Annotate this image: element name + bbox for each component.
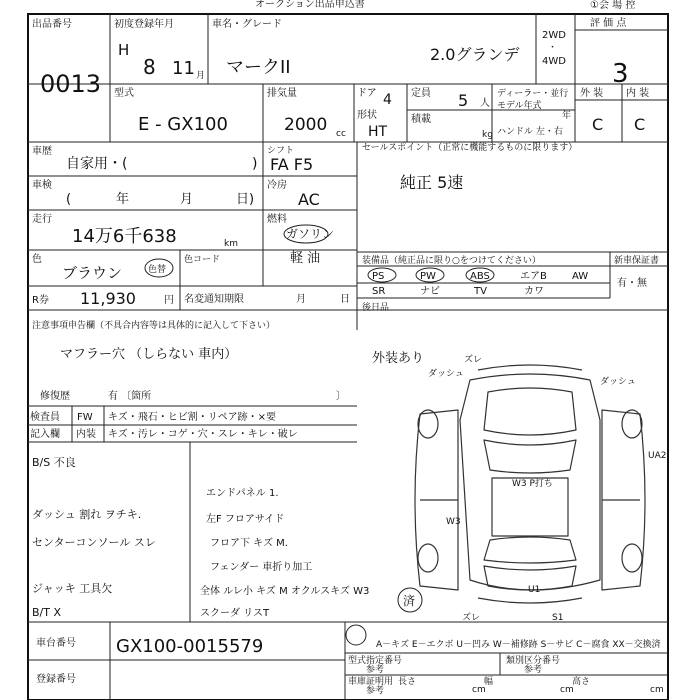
inspection-label: 車検 (32, 180, 52, 191)
doors-label: ドア (357, 88, 377, 99)
length-label: 長さ (398, 677, 417, 687)
eval-score: 3 (612, 59, 629, 89)
mileage-label: 走行 (32, 214, 52, 225)
ac-value: AC (298, 190, 320, 209)
inspector-note: ジャッキ 工具欠 (32, 582, 113, 595)
model-value: E - GX100 (138, 114, 228, 135)
damage-mark: ズレ (462, 613, 481, 623)
shift-value: FA F5 (270, 155, 314, 174)
color-change: 色替 (148, 265, 167, 275)
equipment-item: SR (372, 286, 386, 297)
height-label: 高さ (572, 677, 591, 687)
exterior-label: 外 装 (580, 88, 604, 99)
equipment-item: PW (420, 271, 436, 282)
capacity-label: 定員 (411, 88, 431, 99)
lot-label: 出品番号 (32, 19, 72, 30)
displacement-value: 2000 (284, 115, 328, 135)
damage-mark: U1 (528, 585, 541, 595)
equipment-item: PS (372, 271, 385, 282)
legend-stamp (346, 625, 366, 645)
drive-2wd: 2WD (542, 30, 566, 41)
recycle-label: R券 (32, 295, 49, 306)
class-label: 類別区分番号 (506, 656, 561, 666)
inspector-fw-legend: キズ・飛石・ヒビ割・リペア跡・×要 (108, 412, 276, 423)
recycle-value: 11,930 (80, 289, 136, 308)
model-year-label: モデル年式 (497, 101, 542, 111)
equipment-label: 装備品（純正品に限り○をつけてください） (362, 256, 541, 266)
exterior-grade: C (592, 115, 604, 134)
inspector-note: フロア下 キズ M. (210, 538, 288, 549)
first-reg-label: 初度登録年月 (114, 19, 174, 30)
chassis-label: 車台番号 (36, 638, 76, 649)
eval-label: 評 価 点 (590, 18, 627, 29)
damage-mark: S1 (552, 613, 564, 623)
first-reg-month-unit: 月 (196, 71, 206, 81)
mileage-unit: km (224, 239, 238, 249)
inspector-note: スクーダ リスT (200, 608, 270, 619)
inspection-month: 月 (180, 192, 194, 207)
first-reg-era: H (118, 41, 130, 59)
loading-label: 積載 (411, 114, 431, 125)
stamp-text: 済 (403, 594, 416, 608)
drive-dot: ・ (548, 43, 558, 53)
cert-sub: 参考 (366, 686, 385, 696)
venue-label: ①会 場 控 (590, 0, 636, 11)
sales-points-value: 純正 5速 (400, 173, 464, 192)
car-name: マークII (226, 57, 291, 78)
loading-unit: kg (482, 130, 493, 140)
inspector-note: 全体 ルレ小 キズ M オクルスキズ W3 (200, 586, 370, 597)
color-value: ブラウン (62, 264, 123, 282)
damage-mark: ダッシュ (600, 377, 636, 387)
first-reg-month: 11 (172, 58, 195, 79)
inspection-day: 日) (236, 192, 255, 207)
car-grade: 2.0グランデ (430, 45, 520, 64)
vehicle-type-close: ) (252, 156, 258, 172)
damage-mark: UA2 (648, 451, 667, 461)
inspector-note: B/T X (32, 606, 62, 619)
fuel-label: 燃料 (267, 214, 287, 225)
name-change-day: 日 (340, 294, 350, 305)
inspection-year: 年 (116, 192, 130, 207)
vehicle-type-value: 自家用・( (66, 156, 128, 172)
equipment-item: AW (572, 271, 589, 282)
cert-label: 車庫証明用 (348, 677, 394, 687)
displacement-label: 排気量 (267, 88, 297, 99)
width-label: 幅 (484, 677, 494, 687)
width-unit: cm (560, 685, 574, 695)
inspector-naisou: 内装 (76, 429, 96, 440)
inspection-open: ( (66, 192, 72, 207)
damage-mark: ズレ (464, 355, 483, 365)
notes-value: マフラー穴 （しらない 車内） (60, 347, 238, 362)
damage-mark: W3 (446, 517, 461, 527)
chassis-value: GX100-0015579 (116, 636, 264, 657)
shape-value: HT (368, 124, 388, 140)
registration-label: 登録番号 (36, 674, 76, 685)
type-label: 型式指定番号 (348, 656, 403, 666)
notes-label: 注意事項申告欄（不具合内容等は具体的に記入して下さい） (32, 321, 276, 331)
interior-label: 内 装 (626, 88, 650, 99)
equipment-item: エアB (520, 271, 547, 282)
inspector-row2-label: 記入欄 (30, 429, 60, 440)
name-change-month: 月 (296, 294, 306, 305)
equipment-row-1 (368, 268, 588, 282)
equipment-item: カワ (524, 286, 544, 297)
equipment-item: ナビ (420, 286, 440, 297)
vehicle-type-label: 車歴 (32, 146, 52, 157)
repair-value: 有 〔箇所 (108, 391, 152, 402)
color-label: 色 (32, 254, 42, 265)
inspector-note: 左F フロアサイド (206, 514, 285, 525)
damage-mark: W3 P打ち (512, 479, 553, 489)
repair-label: 修復歴 (40, 391, 70, 402)
capacity-unit: 人 (480, 98, 490, 109)
damage-mark: ダッシュ (428, 369, 464, 379)
delivery-label: 後日品 (362, 303, 390, 313)
warranty-label: 新車保証書 (614, 256, 660, 266)
height-unit: cm (650, 685, 664, 695)
inspector-notes-right (200, 487, 369, 619)
inspector-fw: FW (77, 412, 93, 423)
sales-points-label: セールスポイント（正常に機能するものに限ります） (362, 143, 578, 153)
header-title: オークション出品申込書 (255, 0, 365, 10)
inspector-notes-left (32, 455, 156, 619)
equipment-item: TV (474, 286, 487, 297)
inspector-note: B/S 不良 (32, 456, 76, 469)
recycle-unit: 円 (164, 295, 174, 306)
color-code-label: 色コード (184, 255, 221, 265)
exterior-note: 外装あり (372, 351, 425, 366)
inspector-row1-label: 検査員 (30, 412, 60, 423)
equipment-item: ABS (470, 271, 490, 282)
model-year-unit: 年 (562, 111, 572, 121)
inspector-note: エンドパネル 1. (206, 488, 279, 499)
repair-close: 〕 (336, 391, 346, 402)
type-sub: 参考 (366, 665, 385, 675)
name-change-label: 名変通知期限 (184, 294, 244, 305)
inspector-naisou-legend: キズ・汚レ・コゲ・穴・スレ・キレ・破レ (108, 429, 298, 440)
displacement-unit: cc (336, 129, 346, 139)
capacity-value: 5 (458, 91, 469, 110)
shift-label: シフト (267, 146, 295, 156)
lot-number: 0013 (40, 70, 102, 98)
model-label: 型式 (114, 88, 134, 99)
first-reg-year: 8 (143, 55, 156, 79)
fuel-gas: ガソリン (286, 227, 335, 241)
warranty-value: 有・無 (617, 278, 647, 289)
drive-4wd: 4WD (542, 56, 566, 67)
equipment-row-2 (372, 285, 544, 297)
shape-label: 形状 (357, 110, 377, 121)
class-sub: 参考 (524, 665, 543, 675)
handle-label: ハンドル 左・右 (497, 127, 563, 137)
inspector-note: センターコンソール スレ (32, 536, 156, 549)
diagram-legend: A－キズ E－エクボ U－凹み W－補修跡 S－サビ C－腐食 XX－交換済 (376, 640, 661, 650)
length-unit: cm (472, 685, 486, 695)
ac-label: 冷房 (267, 180, 287, 191)
fuel-diesel: 軽 油 (290, 251, 321, 266)
interior-grade: C (634, 115, 646, 134)
mileage-value: 14万6千638 (72, 226, 177, 247)
car-name-label: 車名・グレード (212, 19, 282, 30)
dealer-label: ディーラー・並行 (497, 89, 569, 99)
inspector-note: ダッシュ 割れ ヲチキ. (32, 508, 142, 521)
inspector-note: フェンダー 車折り加工 (210, 562, 313, 573)
doors-value: 4 (383, 92, 392, 108)
